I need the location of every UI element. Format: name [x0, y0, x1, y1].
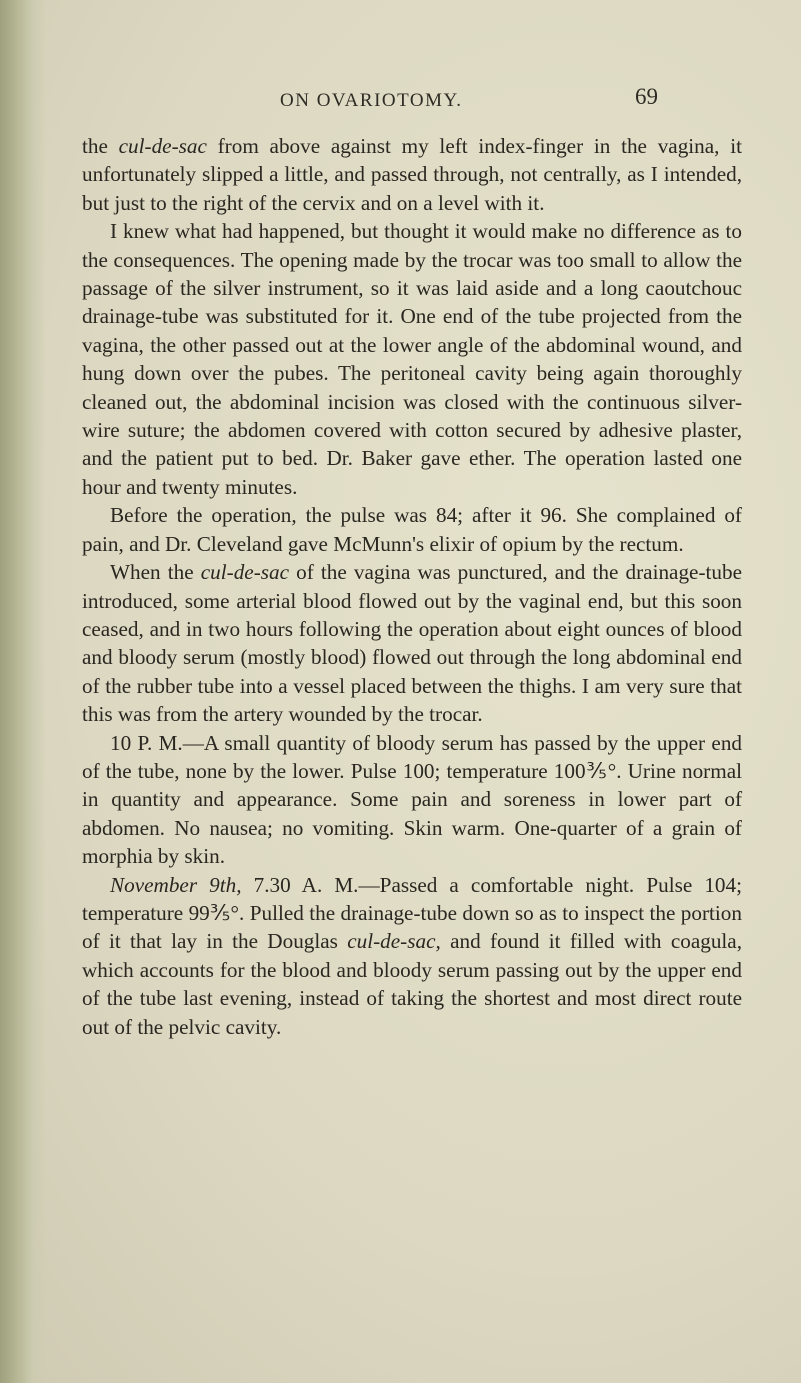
running-title: ON OVARIOTOMY.	[280, 90, 463, 111]
paragraph-4: When the cul-de-sac of the vagina was punctured, and the drainage-tube introduced, some arterial blood flowed out by the vaginal end, but this soon ceased, and in two hours following the operation about eight ounces of blood and bloody serum (mostly blood) flowed out through the long abdominal end of the rubber tube into a vessel placed between the thighs. I am very sure that this was from the artery wounded by the trocar.	[82, 560, 742, 727]
term-cul-de-sac: cul-de-sac	[200, 560, 289, 585]
term-cul-de-sac: cul-de-sac,	[347, 929, 441, 954]
paragraph-3: Before the operation, the pulse was 84; after it 96. She complained of pain, and Dr. Cleveland gave McMunn's elixir of opium by the rectum.	[82, 503, 742, 556]
paragraph-5: 10 P. M.—A small quantity of bloody serum has passed by the upper end of the tube, none by the lower. Pulse 100; temperature 100⅗°. Urine normal in quantity and appearance. Some pain and soreness in lower part of abdomen. No nausea; no vomiting. Skin warm. One-quarter of a grain of morphia by skin.	[82, 730, 743, 869]
page-binding-shadow	[0, 0, 46, 1383]
paragraph-1: the cul-de-sac from above against my left index-finger in the vagina, it unfortunately slipped a little, and passed through, not centrally, as I intended, but just to the right of the cervix and on a level with it.	[82, 134, 742, 215]
time-entry: 10 P. M.	[110, 730, 183, 755]
paragraph-6: November 9th, 7.30 A. M.—Passed a comfortable night. Pulse 104; temperature 99⅗°. Pulled the drainage-tube down so as to inspect the portion of it that lay in the Douglas cul-de-sac, and found it filled with coagula, which accounts for the blood and bloody serum passing out by the upper end of the tube last evening, instead of taking the shortest and most direct route out of the pelvic cavity.	[82, 872, 742, 1039]
body-text	[82, 132, 742, 1041]
time-entry: 7.30 A. M.	[241, 872, 359, 897]
page-number: 69	[635, 84, 658, 109]
running-head	[0, 84, 801, 120]
term-cul-de-sac: cul-de-sac	[118, 134, 207, 158]
paragraph-2: I knew what had happened, but thought it would make no difference as to the consequences. The opening made by the trocar was too small to allow the passage of the silver instrument, so it was laid aside and a long caoutchouc drainage-tube was substituted for it. One end of the tube projected from the vagina, the other passed out at the lower angle of the abdominal wound, and hung down over the pubes. The peritoneal cavity being again thoroughly cleaned out, the abdominal incision was closed with the continuous silver-wire suture; the abdomen covered with cotton secured by adhesive plaster, and the patient put to bed. Dr. Baker gave ether. The operation lasted one hour and twenty minutes.	[82, 219, 742, 499]
date-entry: November 9th,	[110, 872, 242, 897]
